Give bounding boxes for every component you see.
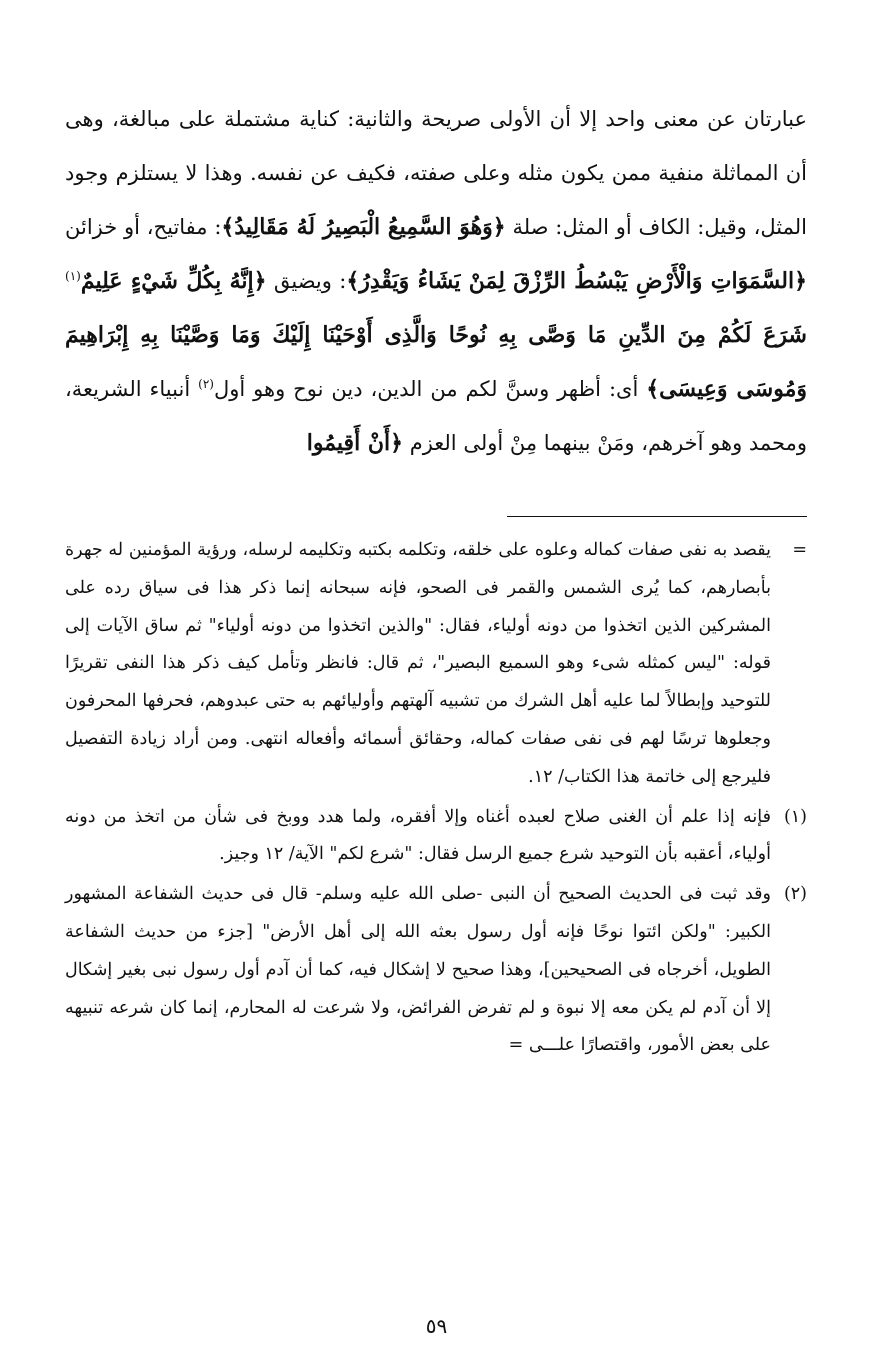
quran-quote: ﴿إِنَّهُ بِكُلِّ شَيْءٍ عَلِيمٌ [80, 268, 267, 294]
footnote-reference: (١) [65, 269, 81, 283]
footnote-continuation [65, 532, 807, 797]
text-segment: أى: أظهر وسنَّ لكم من الدين، دين نوح وهو أول [213, 377, 647, 401]
footnote-separator [507, 516, 807, 517]
text-segment: أنبياء الشريعة، ومحمد وهو آخرهم، ومَنْ بينهما مِنْ أولى العزم [65, 377, 807, 455]
page-number: ٥٩ [425, 1314, 448, 1338]
text-segment: : مفاتيح، أو خزائن [65, 215, 222, 239]
text-segment: عبارتان عن معنى واحد إلا أن الأولى صريحة والثانية: كناية مشتملة على مبالغة، وهى أن المماثلة منفية ممن يكون مثله وعلى صفته، فكيف عن نفسه. وهذا لا يستلزم وجود المثل، وقيل: الكاف أو المثل: صلة [65, 107, 807, 239]
main-paragraph [65, 92, 807, 470]
footnote-text: وقد ثبت فى الحديث الصحيح أن النبى -صلى الله عليه وسلم- قال فى حديث الشفاعة المشهور الكبير: "ولكن ائتوا نوحًا فإنه أول رسول بعثه الله إلى أهل الأرض" [جزء من حديث الشفاعة الطويل، أخرجاه فى الصحيحين]، وهذا صحيح لا إشكال فيه، كما أن آدم أول رسول نبى بغير إشكال إلا أن آدم لم يكن معه إلا نبوة و لم تفرض الفرائض، ولا شرعت له المحارم، إنما كان شرعه تنبيهه على بعض الأمور، واقتصارًا علـــى = [65, 884, 771, 1056]
footnote-marker: (٢) [783, 884, 807, 905]
footnote-marker: = [792, 540, 807, 560]
footnotes [65, 532, 807, 1067]
footnote-2 [65, 876, 807, 1065]
quran-quote: شَرَعَ لَكُمْ مِنَ الدِّينِ مَا وَصَّى بِهِ نُوحًا وَالَّذِى أَوْحَيْنَا إِلَيْكَ وَمَا وَصَّيْنَا بِهِ إِبْرَاهِيمَ وَمُوسَى وَعِيسَى﴾ [65, 322, 807, 402]
quran-quote: ﴿السَّمَوَاتِ وَالْأَرْضِ يَبْسُطُ الرِّزْقَ لِمَنْ يَشَاءُ وَيَقْدِرُ﴾ [346, 268, 807, 294]
text-segment: : ويضيق [266, 269, 347, 293]
quran-quote: ﴿وَهُوَ السَّمِيعُ الْبَصِيرُ لَهُ مَقَالِيدُ﴾ [221, 214, 506, 240]
main-text [65, 92, 807, 470]
footnote-text: يقصد به نفى صفات كماله وعلوه على خلقه، وتكلمه بكتبه وتكليمه لرسله، ورؤية المؤمنين له جهرة بأبصارهم، كما يُرى الشمس والقمر فى الصحو، فإنه سبحانه إنما ذكر هذا فى سياق رده على المشركين الذين اتخذوا من دونه أولياء، فقال: "والذين اتخذوا من دونه أولياء" ثم ساق الآيات إلى قوله: "ليس كمثله شىء وهو السميع البصير"، ثم قال: فانظر وتأمل كيف ذكر هذا النفى تقريرًا للتوحيد وإبطالاً لما عليه أهل الشرك من تشبيه آلهتهم وأوليائهم به حتى عبدوهم، فحرفها المحرفون وجعلوها ترسًا لهم فى نفى صفات كماله، وحقائق أسمائه وأفعاله انتهى. ومن أراد زيادة التفصيل فليرجع إلى خاتمة هذا الكتاب/ ١٢. [65, 540, 771, 787]
footnote-1 [65, 799, 807, 875]
footnote-text: فإنه إذا علم أن الغنى صلاح لعبده أغناه وإلا أفقره، ولما هدد ووبخ فى شأن من اتخذ من دونه أولياء، أعقبه بأن التوحيد شرع جميع الرسل فقال: "شرع لكم" الآية/ ١٢ وجيز. [65, 806, 771, 865]
footnote-reference: (٢) [198, 377, 214, 391]
footnote-marker: (١) [783, 806, 807, 827]
quran-quote: ﴿أَنْ أَقِيمُوا [306, 430, 404, 456]
